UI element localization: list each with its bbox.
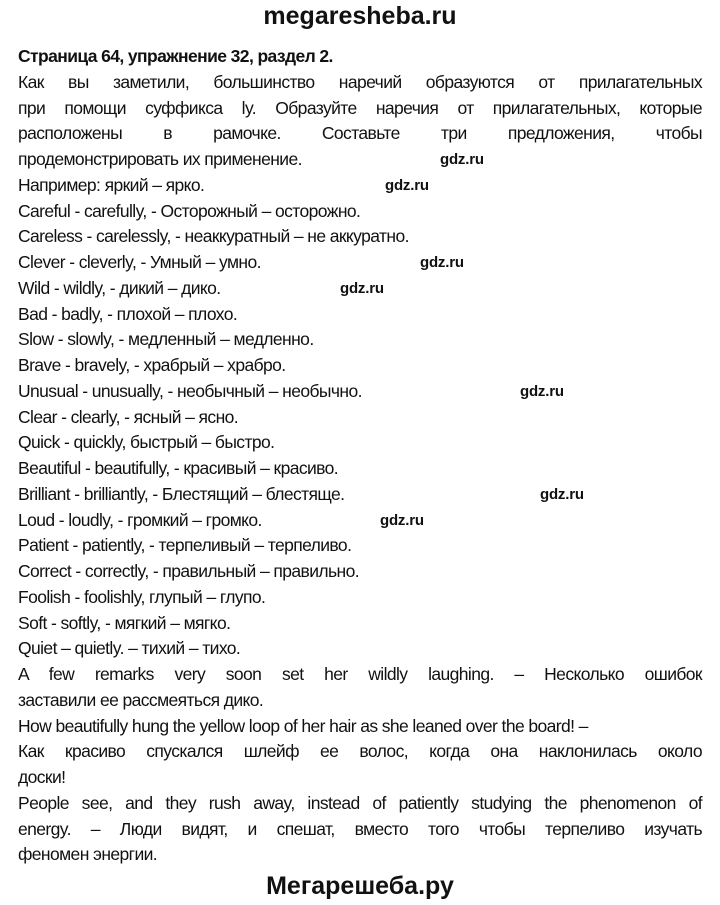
sentence-line: феномен энергии. bbox=[18, 844, 158, 865]
adjective-adverb-pair: Soft - softly, - мягкий – мягко. bbox=[18, 612, 231, 633]
adjective-adverb-pair: Clever - cleverly, - Умный – умно. bbox=[18, 252, 261, 272]
adjective-adverb-pair: Brave - bravely, - храбрый – храбро. bbox=[18, 355, 286, 375]
watermark: gdz.ru bbox=[385, 176, 429, 194]
site-footer: Мегарешеба.ру bbox=[266, 872, 454, 900]
adjective-adverb-pair: Clear - clearly, - ясный – ясно. bbox=[18, 406, 239, 427]
sentence-line: How beautifully hung the yellow loop of her hair as she leaned over the board! – bbox=[18, 715, 588, 736]
site-header: megaresheba.ru bbox=[263, 2, 457, 30]
watermark: gdz.ru bbox=[440, 151, 484, 168]
sentence-line: energy. – Люди видят, и спешат, вместо того чтобы терпеливо изучать bbox=[18, 818, 702, 839]
adjective-adverb-pair: Brilliant - brilliantly, - Блестящий – блестяще. bbox=[18, 483, 345, 504]
watermark: gdz.ru bbox=[380, 511, 424, 529]
adjective-adverb-pair: Quick - quickly, быстрый – быстро. bbox=[18, 432, 275, 453]
intro-line: продемонстрировать их применение. bbox=[18, 149, 302, 169]
example-line: Например: яркий – ярко. bbox=[18, 174, 205, 195]
watermark: gdz.ru bbox=[420, 254, 464, 271]
adjective-adverb-pair: Loud - loudly, - громкий – громко. bbox=[18, 509, 262, 530]
document-body bbox=[18, 44, 702, 868]
adjective-adverb-pair: Careful - carefully, - Осторожный – осторожно. bbox=[18, 200, 361, 221]
adjective-adverb-pair: Correct - correctly, - правильный – правильно. bbox=[18, 561, 359, 581]
sentence-line: Как красиво спускался шлейф ее волос, когда она наклонилась около bbox=[18, 741, 702, 762]
adjective-adverb-pair: Unusual - unusually, - необычный – необычно. bbox=[18, 380, 362, 401]
intro-line: Как вы заметили, большинство наречий образуются от прилагательных bbox=[18, 71, 702, 92]
intro-line: при помощи суффикса ly. Образуйте наречия от прилагательных, которые bbox=[18, 97, 702, 118]
exercise-title: Страница 64, упражнение 32, раздел 2. bbox=[18, 46, 333, 66]
adjective-adverb-pair: Bad - badly, - плохой – плохо. bbox=[18, 303, 238, 324]
adjective-adverb-pair: Quiet – quietly. – тихий – тихо. bbox=[18, 638, 241, 659]
watermark: gdz.ru bbox=[540, 485, 584, 503]
sentence-line: доски! bbox=[18, 767, 66, 787]
intro-line: расположены в рамочке. Составьте три предложения, чтобы bbox=[18, 123, 702, 144]
adjective-adverb-pair: Patient - patiently, - терпеливый – терпеливо. bbox=[18, 535, 352, 556]
watermark: gdz.ru bbox=[520, 382, 564, 400]
sentence-line: People see, and they rush away, instead of patiently studying the phenomenon of bbox=[18, 792, 702, 813]
sentence-line: заставили ее рассмеяться дико. bbox=[18, 689, 264, 710]
watermark: gdz.ru bbox=[340, 279, 384, 297]
adjective-adverb-pair: Foolish - foolishly, глупый – глупо. bbox=[18, 586, 266, 607]
adjective-adverb-pair: Slow - slowly, - медленный – медленно. bbox=[18, 329, 314, 350]
adjective-adverb-pair: Wild - wildly, - дикий – дико. bbox=[18, 277, 221, 298]
adjective-adverb-pair: Careless - carelessly, - неаккуратный – не аккуратно. bbox=[18, 226, 409, 247]
adjective-adverb-pair: Beautiful - beautifully, - красивый – красиво. bbox=[18, 458, 339, 478]
sentence-line: A few remarks very soon set her wildly laughing. – Несколько ошибок bbox=[18, 664, 702, 684]
